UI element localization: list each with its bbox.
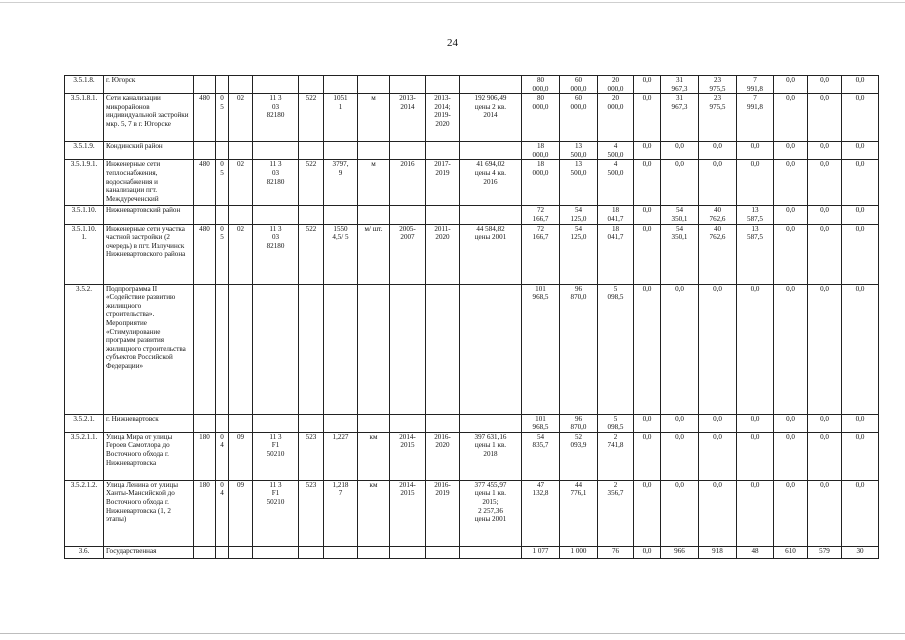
table-cell: 0,0 — [634, 206, 661, 224]
table-cell — [358, 76, 390, 94]
table-cell: 0,0 — [808, 284, 842, 414]
table-cell: м — [358, 94, 390, 142]
table-cell: 31 967,3 — [661, 94, 699, 142]
table-cell — [324, 76, 358, 94]
table-cell: 2016 — [390, 160, 426, 206]
table-cell — [229, 546, 253, 558]
table-cell: 0,0 — [737, 414, 774, 432]
table-cell — [253, 76, 299, 94]
table-cell: м/ шт. — [358, 224, 390, 284]
table-row — [65, 284, 879, 414]
table-cell: 1550 4,5/ 5 — [324, 224, 358, 284]
table-cell — [194, 142, 216, 160]
table-cell: 0,0 — [842, 160, 879, 206]
table-cell — [390, 414, 426, 432]
table-cell: 20 000,0 — [598, 76, 634, 94]
table-cell — [299, 546, 324, 558]
table-cell: 23 975,5 — [699, 76, 737, 94]
table-cell: 0,0 — [774, 284, 808, 414]
table-cell: 3.5.1.10. — [65, 206, 104, 224]
table-cell: 0,0 — [737, 480, 774, 546]
table-cell: 09 — [229, 480, 253, 546]
table-cell: 13 500,0 — [560, 142, 598, 160]
table-cell: 3.5.2.1.1. — [65, 432, 104, 480]
table-cell — [358, 546, 390, 558]
table-cell — [216, 414, 229, 432]
table-cell: 13 500,0 — [560, 160, 598, 206]
table-cell: 11 3 03 82180 — [253, 94, 299, 142]
table-cell — [229, 142, 253, 160]
table-cell: 0,0 — [808, 206, 842, 224]
table-cell — [253, 284, 299, 414]
table-cell: 1,218 7 — [324, 480, 358, 546]
table-cell: 2014- 2015 — [390, 432, 426, 480]
table-cell: 72 166,7 — [522, 206, 560, 224]
table-cell: Улица Мира от улицы Героев Самотлора до Восточного обхода г. Нижневартовска — [104, 432, 194, 480]
table-cell: 2011- 2020 — [426, 224, 460, 284]
table-cell: 0,0 — [699, 480, 737, 546]
table-cell: 0,0 — [634, 284, 661, 414]
table-cell: 23 975,5 — [699, 94, 737, 142]
table-cell: 522 — [299, 160, 324, 206]
table-cell: 2 741,8 — [598, 432, 634, 480]
table-cell: 522 — [299, 94, 324, 142]
table-cell — [426, 546, 460, 558]
table-cell: 3.5.1.9. — [65, 142, 104, 160]
table-cell: Подпрограмма II «Содействие развитию жилищного строительства». Мероприятие «Стимулирование программ развития жилищного строительства субъектов Российской Федерации» — [104, 284, 194, 414]
table-cell: 0,0 — [634, 94, 661, 142]
table-cell — [253, 206, 299, 224]
table-cell: 0,0 — [699, 432, 737, 480]
table-cell: 80 000,0 — [522, 94, 560, 142]
table-cell — [229, 206, 253, 224]
table-cell: 7 991,8 — [737, 94, 774, 142]
table-cell — [460, 414, 522, 432]
table-cell: 0,0 — [737, 142, 774, 160]
table-cell: 60 000,0 — [560, 94, 598, 142]
table-cell — [460, 284, 522, 414]
table-cell — [426, 284, 460, 414]
table-cell: 11 3 03 82180 — [253, 224, 299, 284]
table-cell — [299, 284, 324, 414]
table-cell: 0,0 — [634, 546, 661, 558]
table-cell: 13 587,5 — [737, 206, 774, 224]
table-cell — [460, 206, 522, 224]
table-cell: 76 — [598, 546, 634, 558]
table-cell: 0,0 — [661, 480, 699, 546]
table-cell: 0,0 — [842, 76, 879, 94]
table-cell: 0,0 — [808, 480, 842, 546]
table-cell — [324, 142, 358, 160]
table-cell: 0,0 — [842, 414, 879, 432]
table-cell: 3.6. — [65, 546, 104, 558]
table-cell: 44 776,1 — [560, 480, 598, 546]
table-cell: 2 356,7 — [598, 480, 634, 546]
table-cell: 0,0 — [842, 142, 879, 160]
table-row — [65, 480, 879, 546]
table-cell: 48 — [737, 546, 774, 558]
table-cell: 0,0 — [634, 160, 661, 206]
table-cell: 2005- 2007 — [390, 224, 426, 284]
table-cell: 60 000,0 — [560, 76, 598, 94]
table-cell — [324, 284, 358, 414]
table-cell — [229, 284, 253, 414]
table-cell: 0,0 — [661, 414, 699, 432]
table-cell: 40 762,6 — [699, 224, 737, 284]
table-cell: 0,0 — [808, 432, 842, 480]
table-cell — [460, 76, 522, 94]
table-cell — [229, 414, 253, 432]
table-cell: 7 991,8 — [737, 76, 774, 94]
table-cell: 4 500,0 — [598, 160, 634, 206]
table-cell: 0,0 — [842, 224, 879, 284]
table-cell — [426, 206, 460, 224]
table-cell: 18 000,0 — [522, 160, 560, 206]
table-cell — [194, 284, 216, 414]
table-cell: 3.5.1.10. 1. — [65, 224, 104, 284]
table-cell: 377 455,97 цены 1 кв. 2015; 2 257,36 цены 2001 — [460, 480, 522, 546]
table-cell: 11 3 F1 50210 — [253, 432, 299, 480]
table-cell: 0,0 — [808, 94, 842, 142]
table-cell — [460, 142, 522, 160]
table-cell — [216, 546, 229, 558]
table-cell: 18 041,7 — [598, 224, 634, 284]
table-cell — [358, 414, 390, 432]
table-cell: 966 — [661, 546, 699, 558]
table-cell: 523 — [299, 480, 324, 546]
table-cell: Сети канализации микрорайонов индивидуальной застройки мкр. 5, 7 в г. Югорске — [104, 94, 194, 142]
table-cell: 0,0 — [699, 414, 737, 432]
table-cell: 523 — [299, 432, 324, 480]
table-cell: 72 166,7 — [522, 224, 560, 284]
table-cell: 180 — [194, 432, 216, 480]
bottom-scan-edge — [0, 633, 905, 634]
table-cell: 0,0 — [774, 206, 808, 224]
table-cell: 30 — [842, 546, 879, 558]
table-cell: 2016- 2019 — [426, 480, 460, 546]
table-cell: 11 3 F1 50210 — [253, 480, 299, 546]
table-cell: 101 968,5 — [522, 414, 560, 432]
table-cell: 0,0 — [634, 142, 661, 160]
page-number: 24 — [447, 37, 458, 49]
table-cell — [253, 546, 299, 558]
table-cell: 0,0 — [634, 414, 661, 432]
table-cell: 397 631,16 цены 1 кв. 2018 — [460, 432, 522, 480]
table-cell — [324, 414, 358, 432]
table-cell: 480 — [194, 224, 216, 284]
table-cell: 0,0 — [774, 224, 808, 284]
table-cell — [358, 142, 390, 160]
table-cell — [253, 414, 299, 432]
table-cell — [426, 414, 460, 432]
table-cell: 18 000,0 — [522, 142, 560, 160]
table-row — [65, 142, 879, 160]
budget-table — [64, 75, 879, 559]
table-cell: 0,0 — [842, 480, 879, 546]
table-cell: 0,0 — [737, 284, 774, 414]
table-cell — [390, 206, 426, 224]
table-cell — [358, 206, 390, 224]
table-cell: 0 5 — [216, 160, 229, 206]
table-cell: 0,0 — [661, 142, 699, 160]
table-row — [65, 224, 879, 284]
table-cell — [299, 142, 324, 160]
table-cell: 610 — [774, 546, 808, 558]
table-cell: 0,0 — [842, 94, 879, 142]
table-cell: 480 — [194, 160, 216, 206]
table-cell: 0,0 — [699, 160, 737, 206]
table-cell: 0,0 — [808, 414, 842, 432]
table-cell: 2016- 2020 — [426, 432, 460, 480]
table-cell: 1 077 — [522, 546, 560, 558]
table-cell: 1051 1 — [324, 94, 358, 142]
table-cell — [324, 206, 358, 224]
table-cell: Государственная — [104, 546, 194, 558]
table-cell — [390, 76, 426, 94]
table-cell: 0,0 — [661, 432, 699, 480]
table-cell: 5 098,5 — [598, 414, 634, 432]
table-cell: 3.5.1.8.1. — [65, 94, 104, 142]
table-cell: 0,0 — [774, 94, 808, 142]
table-cell: г. Нижневартовск — [104, 414, 194, 432]
table-cell: 0,0 — [774, 142, 808, 160]
table-cell — [299, 206, 324, 224]
table-cell: г. Югорск — [104, 76, 194, 94]
table-cell: 96 870,0 — [560, 414, 598, 432]
table-cell: 101 968,5 — [522, 284, 560, 414]
table-cell — [426, 142, 460, 160]
table-cell: 31 967,3 — [661, 76, 699, 94]
table-cell: 52 093,9 — [560, 432, 598, 480]
table-cell — [460, 546, 522, 558]
table-body — [65, 76, 879, 559]
table-cell: 0,0 — [699, 284, 737, 414]
table-cell: 54 125,0 — [560, 224, 598, 284]
table-cell — [194, 76, 216, 94]
table-cell: Кондинский район — [104, 142, 194, 160]
table-cell: 0,0 — [699, 142, 737, 160]
table-row — [65, 414, 879, 432]
table-row — [65, 76, 879, 94]
table-cell: 0,0 — [737, 160, 774, 206]
table-cell: 4 500,0 — [598, 142, 634, 160]
table-cell: 480 — [194, 94, 216, 142]
table-cell: 18 041,7 — [598, 206, 634, 224]
table-cell — [299, 76, 324, 94]
table-cell: 1,227 — [324, 432, 358, 480]
table-cell: 13 587,5 — [737, 224, 774, 284]
table-cell: 0,0 — [774, 160, 808, 206]
table-cell: 2013- 2014; 2019- 2020 — [426, 94, 460, 142]
table-cell: 20 000,0 — [598, 94, 634, 142]
table-cell — [426, 76, 460, 94]
table-cell: м — [358, 160, 390, 206]
table-cell: 0,0 — [842, 284, 879, 414]
table-cell: 0,0 — [634, 432, 661, 480]
table-cell — [253, 142, 299, 160]
table-row — [65, 206, 879, 224]
table-cell: 0 5 — [216, 94, 229, 142]
table-cell: 0 4 — [216, 480, 229, 546]
table-cell: 0 5 — [216, 224, 229, 284]
table-cell — [324, 546, 358, 558]
table-cell: 0,0 — [737, 432, 774, 480]
table-cell — [216, 284, 229, 414]
table-cell: 0,0 — [842, 432, 879, 480]
table-cell — [390, 546, 426, 558]
table-cell: 54 350,1 — [661, 206, 699, 224]
table-cell: 41 694,02 цены 4 кв. 2016 — [460, 160, 522, 206]
table-cell — [299, 414, 324, 432]
table-cell: 2014- 2015 — [390, 480, 426, 546]
table-cell: 09 — [229, 432, 253, 480]
table-cell: 3.5.1.9.1. — [65, 160, 104, 206]
table-cell — [194, 206, 216, 224]
table-cell: 0,0 — [634, 480, 661, 546]
table-cell: 54 350,1 — [661, 224, 699, 284]
table-cell — [194, 546, 216, 558]
table-cell — [229, 76, 253, 94]
table-cell: 0,0 — [808, 224, 842, 284]
table-cell — [216, 206, 229, 224]
table-cell: 3797, 9 — [324, 160, 358, 206]
table-cell: 0,0 — [774, 76, 808, 94]
table-cell: 3.5.2.1. — [65, 414, 104, 432]
table-cell: 0,0 — [634, 224, 661, 284]
table-row — [65, 160, 879, 206]
table-cell: 3.5.1.8. — [65, 76, 104, 94]
table-cell: 11 3 03 82180 — [253, 160, 299, 206]
table-cell: 3.5.2. — [65, 284, 104, 414]
table-cell: 918 — [699, 546, 737, 558]
top-scan-edge — [0, 2, 905, 3]
table-cell: 0,0 — [808, 142, 842, 160]
table-cell: 54 835,7 — [522, 432, 560, 480]
table-cell — [216, 76, 229, 94]
table-cell: 0,0 — [661, 160, 699, 206]
table-cell: Улица Ленина от улицы Ханты-Мансийской до Восточного обхода г. Нижневартовска (1, 2 этапы) — [104, 480, 194, 546]
table-cell — [194, 414, 216, 432]
table-cell: 02 — [229, 224, 253, 284]
table-cell: Инженерные сети теплоснабжения, водоснабжения и канализации пгт. Междуреченский — [104, 160, 194, 206]
table-cell: 2017- 2019 — [426, 160, 460, 206]
table-cell: 02 — [229, 160, 253, 206]
table-cell: 579 — [808, 546, 842, 558]
table-cell — [216, 142, 229, 160]
table-cell: 2013- 2014 — [390, 94, 426, 142]
table-cell: 0 4 — [216, 432, 229, 480]
table-cell: 0,0 — [774, 432, 808, 480]
table-cell: 3.5.2.1.2. — [65, 480, 104, 546]
table-cell: 80 000,0 — [522, 76, 560, 94]
table-cell: 0,0 — [661, 284, 699, 414]
table-row — [65, 94, 879, 142]
table-cell: 0,0 — [774, 480, 808, 546]
table-cell: 54 125,0 — [560, 206, 598, 224]
table-cell: Нижневартовский район — [104, 206, 194, 224]
table-cell: 0,0 — [808, 160, 842, 206]
table-cell: 40 762,6 — [699, 206, 737, 224]
table-cell — [358, 284, 390, 414]
table-cell: 522 — [299, 224, 324, 284]
table-cell: км — [358, 432, 390, 480]
table-cell: 5 098,5 — [598, 284, 634, 414]
table-cell: 180 — [194, 480, 216, 546]
table-cell: 0,0 — [808, 76, 842, 94]
table-cell: 0,0 — [634, 76, 661, 94]
table-cell: 1 000 — [560, 546, 598, 558]
table-cell: 47 132,8 — [522, 480, 560, 546]
table-cell: 44 584,82 цены 2001 — [460, 224, 522, 284]
table-cell: Инженерные сети участка частной застройки (2 очередь) в пгт. Излучинск Нижневартовского района — [104, 224, 194, 284]
table-cell — [390, 142, 426, 160]
table-cell — [390, 284, 426, 414]
table-cell: 0,0 — [842, 206, 879, 224]
table-cell: 96 870,0 — [560, 284, 598, 414]
table-cell: 02 — [229, 94, 253, 142]
table-cell: км — [358, 480, 390, 546]
table-row — [65, 432, 879, 480]
table-cell: 0,0 — [774, 414, 808, 432]
table-cell: 192 906,49 цены 2 кв. 2014 — [460, 94, 522, 142]
table-row — [65, 546, 879, 558]
